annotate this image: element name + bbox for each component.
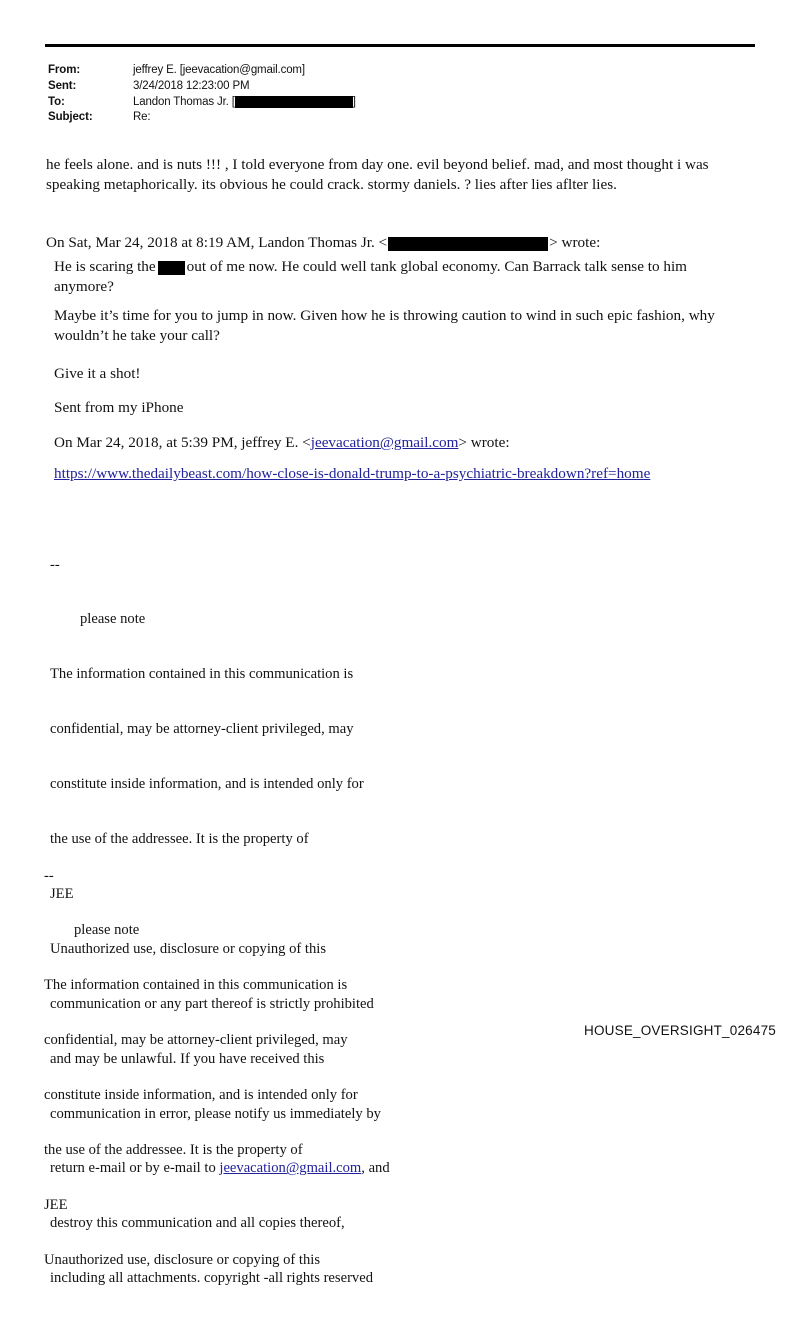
quote-1-text-after-redaction: out of me now. He could well tank global economy. Can Barrack talk sense to him anymore? [54, 258, 687, 295]
disclaimer-2-please-note: please note [74, 922, 140, 939]
disclaimer-1-line-7: communication or any part thereof is strictly prohibited [50, 995, 374, 1012]
disclaimer-1-line-9: communication in error, please notify us immediately by [50, 1105, 381, 1122]
disclaimer-1-line-10-after: , and [361, 1160, 390, 1177]
disclaimer-2-line-6: Unauthorized use, disclosure or copying of this [44, 1251, 321, 1268]
quote-1-paragraph-3: Give it a shot! [54, 365, 141, 382]
header-value-from: jeffrey E. [jeevacation@gmail.com] [133, 64, 305, 76]
quote-1-line-1 [54, 257, 722, 297]
redaction-bar-recipient-email [235, 96, 353, 108]
header-row-subject [48, 110, 748, 126]
disclaimer-2-dash: -- [44, 867, 54, 884]
disclaimer-1-line-6: Unauthorized use, disclosure or copying of this [50, 940, 327, 957]
confidentiality-disclaimer-2 [44, 830, 464, 1306]
quote-2-header-suffix: > wrote: [458, 434, 510, 451]
quote-2-sender-email-link[interactable]: jeevacation@gmail.com [310, 434, 459, 451]
disclaimer-1-line-11: destroy this communication and all copies thereof, [50, 1215, 345, 1232]
quote-1-header-prefix: On Sat, Mar 24, 2018 at 8:19 AM, Landon Thomas Jr. < [46, 234, 388, 251]
opening-paragraph: he feels alone. and is nuts !!! , I told everyone from day one. evil beyond belief. mad, and most thought i was speaking metaphorically. its obvious he could crack. stormy daniels. ? lies after lies aflter lies. [46, 156, 709, 193]
header-label-from: From: [48, 64, 81, 76]
quote-1-text-before-redaction: He is scaring the [54, 258, 156, 275]
disclaimer-1-line-5: JEE [50, 885, 74, 902]
disclaimer-1-please-note: please note [80, 611, 146, 628]
disclaimer-1-dash: -- [50, 556, 60, 573]
redaction-bar-quote-sender-email [388, 237, 548, 251]
redaction-bar-expletive [158, 261, 185, 275]
header-label-sent: Sent: [48, 79, 77, 92]
header-row-sent [48, 79, 748, 95]
disclaimer-1-line-8: and may be unlawful. If you have received this [50, 1050, 325, 1067]
quote-2-url-paragraph [54, 464, 744, 484]
header-value-subject: Re: [133, 111, 151, 124]
recipient-bracket-close: ] [352, 95, 356, 108]
disclaimer-1-line-12: including all attachments. copyright -all rights reserved [50, 1270, 373, 1287]
quote-1-header [46, 233, 752, 253]
quoted-message-1 [46, 233, 752, 297]
quote-2-header [54, 433, 744, 453]
bates-stamp: HOUSE_OVERSIGHT_026475 [584, 1023, 776, 1038]
disclaimer-1-line-4: the use of the addressee. It is the property of [50, 831, 309, 848]
daily-beast-article-link[interactable]: https://www.thedailybeast.com/how-close-is-donald-trump-to-a-psychiatric-breakdown?ref=home [54, 465, 651, 482]
header-value-sent: 3/24/2018 12:23:00 PM [133, 79, 250, 92]
email-header-block [48, 63, 748, 126]
quote-2-header-prefix: On Mar 24, 2018, at 5:39 PM, jeffrey E. < [54, 434, 311, 451]
header-row-from [48, 63, 748, 79]
header-label-to: To: [48, 95, 65, 108]
header-divider-rule [45, 44, 755, 47]
header-label-subject: Subject: [48, 111, 93, 124]
header-row-to [48, 95, 748, 111]
header-value-to [133, 95, 748, 111]
disclaimer-2-line-3: constitute inside information, and is intended only for [44, 1087, 358, 1104]
disclaimer-2-line-4: the use of the addressee. It is the property of [44, 1142, 303, 1159]
disclaimer-1-line-2: confidential, may be attorney-client privileged, may [50, 721, 354, 738]
quote-1-paragraph-2: Maybe it’s time for you to jump in now. Given how he is throwing caution to wind in such epic fashion, why wouldn’t he take your call? [54, 307, 715, 344]
disclaimer-2-line-1: The information contained in this communication is [44, 977, 348, 994]
disclaimer-1-line-3: constitute inside information, and is intended only for [50, 776, 364, 793]
disclaimer-1-line-1: The information contained in this communication is [50, 666, 354, 683]
disclaimer-1-contact-email-link[interactable]: jeevacation@gmail.com [219, 1160, 362, 1177]
disclaimer-1-line-10-before: return e-mail or by e-mail to [50, 1160, 220, 1177]
recipient-name: Landon Thomas Jr. [ [133, 95, 235, 108]
quote-1-signature: Sent from my iPhone [54, 399, 184, 416]
disclaimer-2-line-2: confidential, may be attorney-client privileged, may [44, 1032, 348, 1049]
quote-1-header-suffix: > wrote: [549, 234, 601, 251]
disclaimer-2-line-5: JEE [44, 1196, 68, 1213]
